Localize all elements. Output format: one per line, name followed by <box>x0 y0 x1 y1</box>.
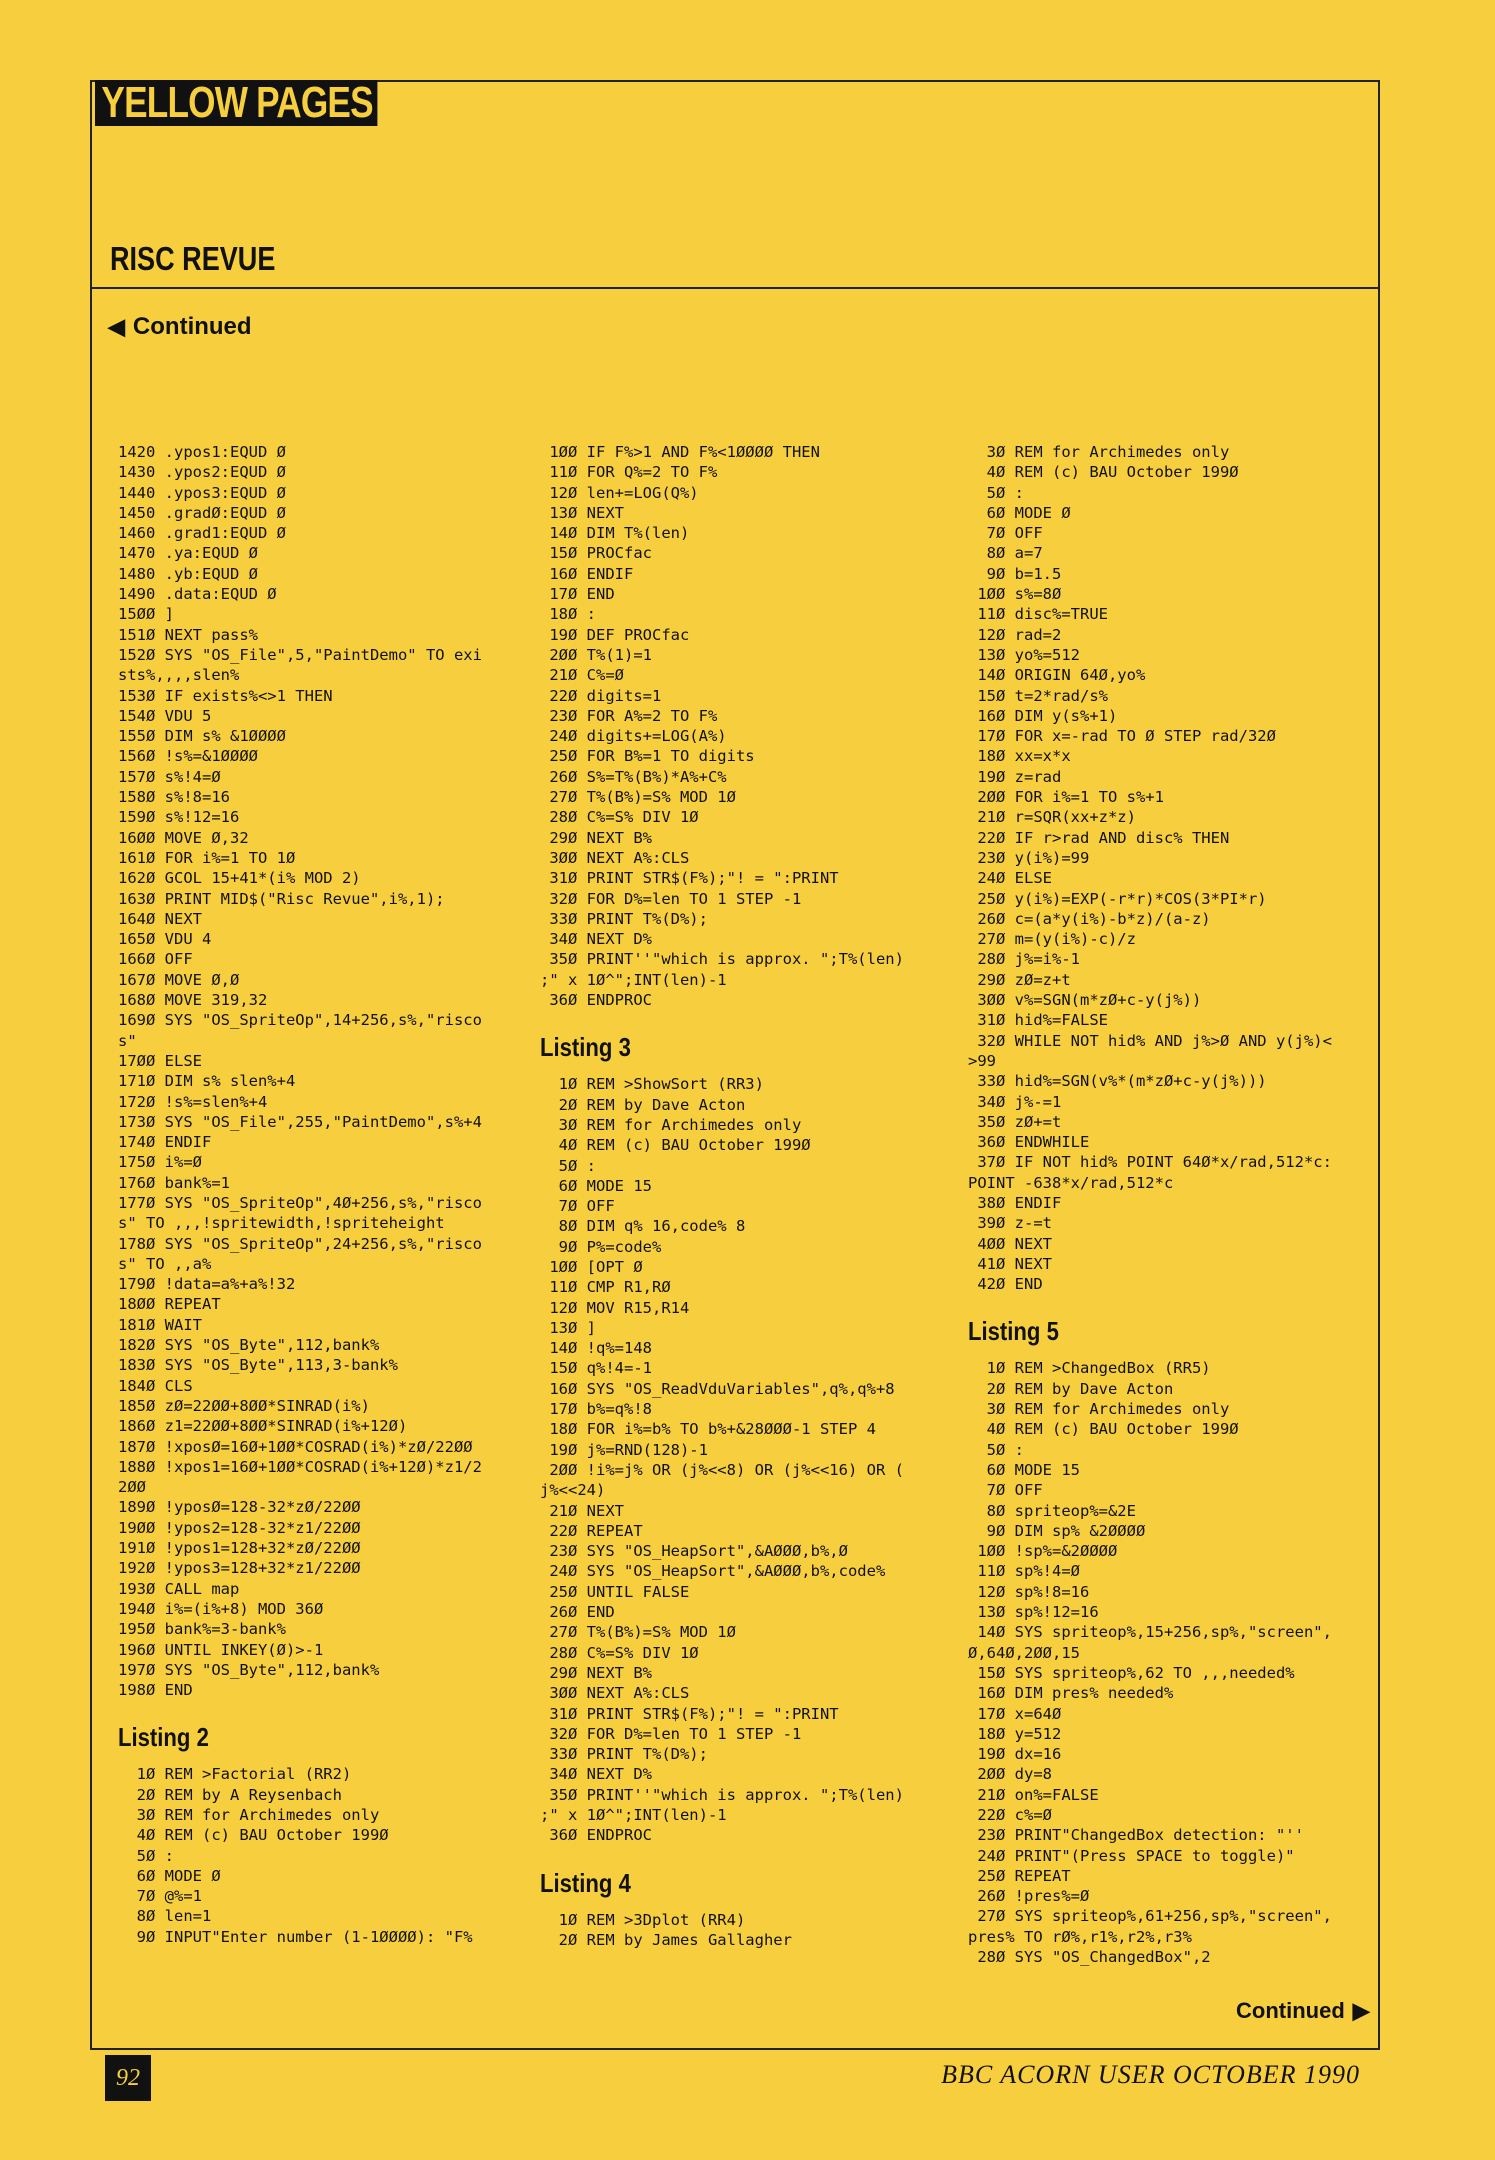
code-line: 24Ø ELSE <box>968 869 1052 888</box>
code-line: 36Ø ENDWHILE <box>968 1133 1090 1152</box>
code-line: 17Ø b%=q%!8 <box>540 1400 652 1419</box>
code-line: 161Ø FOR i%=1 TO 1Ø <box>118 848 296 867</box>
code-line: 189Ø !yposØ=128-32*zØ/22ØØ <box>118 1498 361 1517</box>
code-line: 1460 .grad1:EQUD Ø <box>118 524 286 543</box>
code-line: 5Ø : <box>540 1156 596 1175</box>
code-line: 6Ø MODE Ø <box>118 1866 221 1885</box>
continued-label: Continued <box>132 313 252 340</box>
listing-heading: Listing 4 <box>540 1867 631 1898</box>
code-line: 28Ø j%=i%-1 <box>968 950 1080 969</box>
code-line: 24Ø SYS "OS_HeapSort",&AØØØ,b%,code% <box>540 1562 886 1581</box>
code-line: 27Ø T%(B%)=S% MOD 1Ø <box>540 1623 736 1642</box>
code-line: 1440 .ypos3:EQUD Ø <box>118 483 286 502</box>
code-line: 1ØØ s%=8Ø <box>968 585 1062 604</box>
code-line: 11Ø sp%!4=Ø <box>968 1562 1080 1581</box>
code-line: 9Ø DIM sp% &2ØØØØ <box>968 1521 1146 1540</box>
code-line: 26Ø S%=T%(B%)*A%+C% <box>540 767 727 786</box>
code-line: 37Ø IF NOT hid% POINT 64Ø*x/rad,512*c: <box>968 1153 1332 1172</box>
code-line: 14Ø DIM T%(len) <box>540 524 690 543</box>
code-line: 32Ø WHILE NOT hid% AND j%>Ø AND y(j%)< <box>968 1031 1332 1050</box>
code-line: 26Ø c=(a*y(i%)-b*z)/(a-z) <box>968 909 1211 928</box>
code-line: 13Ø ] <box>540 1318 596 1337</box>
code-line: 25Ø UNTIL FALSE <box>540 1582 690 1601</box>
code-line: 197Ø SYS "OS_Byte",112,bank% <box>118 1660 380 1679</box>
code-line: 192Ø !ypos3=128+32*z1/22ØØ <box>118 1559 361 1578</box>
continued-from-marker <box>108 313 252 341</box>
code-line: 152Ø SYS "OS_File",5,"PaintDemo" TO exi <box>118 645 482 664</box>
code-line: 17ØØ ELSE <box>118 1051 202 1070</box>
code-line: 26Ø END <box>540 1603 615 1622</box>
code-line: 15Ø t=2*rad/s% <box>968 686 1108 705</box>
code-line: 11Ø FOR Q%=2 TO F% <box>540 463 718 482</box>
magazine-issue: BBC ACORN USER OCTOBER 1990 <box>941 2060 1360 2089</box>
code-line: 179Ø !data=a%+a%!32 <box>118 1275 296 1294</box>
code-line: 169Ø SYS "OS_SpriteOp",14+256,s%,"risco <box>118 1011 482 1030</box>
code-line: 35Ø PRINT''"which is approx. ";T%(len) <box>540 1785 904 1804</box>
code-line: j%<<24) <box>540 1481 606 1500</box>
code-line: 8Ø len=1 <box>118 1907 212 1926</box>
code-line: 28Ø C%=S% DIV 1Ø <box>540 1643 699 1662</box>
code-line: 22Ø REPEAT <box>540 1521 643 1540</box>
code-line: 195Ø bank%=3-bank% <box>118 1620 286 1639</box>
code-line: 3ØØ NEXT A%:CLS <box>540 848 690 867</box>
code-line: 14Ø ORIGIN 64Ø,yo% <box>968 666 1146 685</box>
code-line: 7Ø OFF <box>540 1197 615 1216</box>
code-line: 35Ø zØ+=t <box>968 1112 1062 1131</box>
code-line: 42Ø END <box>968 1275 1043 1294</box>
page-number: 92 <box>105 2055 151 2101</box>
code-line: 29Ø NEXT B% <box>540 1663 652 1682</box>
code-line: 16Ø DIM y(s%+1) <box>968 706 1118 725</box>
code-line: 27Ø SYS spriteop%,61+256,sp%,"screen", <box>968 1907 1332 1926</box>
code-line: 1450 .gradØ:EQUD Ø <box>118 503 286 522</box>
code-line: 34Ø j%-=1 <box>968 1092 1062 1111</box>
code-line: 22Ø c%=Ø <box>968 1806 1052 1824</box>
code-line: 8Ø a=7 <box>968 544 1043 563</box>
code-line: 1470 .ya:EQUD Ø <box>118 544 258 563</box>
code-line: 4Ø REM (c) BAU October 199Ø <box>118 1826 389 1845</box>
listing-heading: Listing 3 <box>540 1032 631 1063</box>
code-line: 33Ø PRINT T%(D%); <box>540 1745 708 1764</box>
code-line: 13Ø sp%!12=16 <box>968 1603 1099 1622</box>
code-line: 18ØØ REPEAT <box>118 1295 221 1314</box>
code-line: 178Ø SYS "OS_SpriteOp",24+256,s%,"risco <box>118 1234 482 1253</box>
code-line: 24Ø PRINT"(Press SPACE to toggle)" <box>968 1846 1295 1865</box>
code-line: 19Ø DEF PROCfac <box>540 625 690 644</box>
code-line: POINT -638*x/rad,512*c <box>968 1173 1174 1192</box>
code-line: ;" x 1Ø^";INT(len)-1 <box>540 970 727 989</box>
code-line: 36Ø ENDPROC <box>540 991 652 1010</box>
code-line: 182Ø SYS "OS_Byte",112,bank% <box>118 1336 380 1355</box>
code-line: 41Ø NEXT <box>968 1254 1052 1273</box>
code-line: 4Ø REM (c) BAU October 199Ø <box>540 1136 811 1155</box>
code-line: 15ØØ ] <box>118 605 174 624</box>
code-line: 8Ø DIM q% 16,code% 8 <box>540 1217 746 1236</box>
code-line: ;" x 1Ø^";INT(len)-1 <box>540 1806 727 1824</box>
code-line: 13Ø NEXT <box>540 503 624 522</box>
code-line: 21Ø C%=Ø <box>540 666 624 685</box>
code-line: 2Ø REM by Dave Acton <box>540 1095 746 1114</box>
code-line: 151Ø NEXT pass% <box>118 625 258 644</box>
code-line: 155Ø DIM s% &1ØØØØ <box>118 727 286 746</box>
code-line: 19ØØ !ypos2=128-32*z1/22ØØ <box>118 1518 361 1537</box>
code-line: 9Ø P%=code% <box>540 1237 662 1256</box>
code-line: 157Ø s%!4=Ø <box>118 767 221 786</box>
section-title: RISC REVUE <box>110 240 276 277</box>
code-line: 16Ø DIM pres% needed% <box>968 1684 1174 1703</box>
code-line: 21Ø r=SQR(xx+z*z) <box>968 808 1136 827</box>
code-line: 31Ø PRINT STR$(F%);"! = ":PRINT <box>540 1704 839 1723</box>
code-line: 6Ø MODE 15 <box>968 1460 1080 1479</box>
code-line: 166Ø OFF <box>118 950 193 969</box>
code-line: 162Ø GCOL 15+41*(i% MOD 2) <box>118 869 361 888</box>
code-line: 38Ø ENDIF <box>968 1193 1062 1212</box>
listing-heading: Listing 2 <box>118 1722 209 1753</box>
code-line: 33Ø PRINT T%(D%); <box>540 909 708 928</box>
code-line: 181Ø WAIT <box>118 1315 202 1334</box>
code-line: 14Ø !q%=148 <box>540 1339 652 1358</box>
code-line: 174Ø ENDIF <box>118 1133 212 1152</box>
code-line: 17Ø FOR x=-rad TO Ø STEP rad/32Ø <box>968 727 1276 746</box>
code-line: 1Ø REM >3Dplot (RR4) <box>540 1910 746 1929</box>
left-triangle-icon: ◀ <box>108 314 125 339</box>
code-line: >99 <box>968 1051 996 1070</box>
code-line: 154Ø VDU 5 <box>118 706 212 725</box>
code-line: 3Ø REM for Archimedes only <box>968 1400 1230 1419</box>
listing-column-3 <box>968 442 1332 1967</box>
code-line: sts%,,,,slen% <box>118 666 240 685</box>
code-line: 21Ø on%=FALSE <box>968 1785 1099 1804</box>
code-line: 172Ø !s%=slen%+4 <box>118 1092 268 1111</box>
code-line: 23Ø y(i%)=99 <box>968 848 1090 867</box>
code-line: 175Ø i%=Ø <box>118 1153 202 1172</box>
code-line: 164Ø NEXT <box>118 909 202 928</box>
code-line: 15Ø PROCfac <box>540 544 652 563</box>
code-line: 7Ø OFF <box>968 1481 1043 1500</box>
code-line: 165Ø VDU 4 <box>118 930 212 949</box>
code-line: 4ØØ NEXT <box>968 1234 1052 1253</box>
code-line: 158Ø s%!8=16 <box>118 788 230 807</box>
code-line: 12Ø len+=LOG(Q%) <box>540 483 699 502</box>
code-line: Ø,64Ø,2ØØ,15 <box>968 1643 1080 1662</box>
code-line: 5Ø : <box>118 1846 174 1865</box>
code-line: 8Ø spriteop%=&2E <box>968 1501 1136 1520</box>
code-line: 2Ø REM by A Reysenbach <box>118 1785 342 1804</box>
code-line: 1430 .ypos2:EQUD Ø <box>118 463 286 482</box>
code-line: 32Ø FOR D%=len TO 1 STEP -1 <box>540 1724 802 1743</box>
code-line: 23Ø PRINT"ChangedBox detection: "'' <box>968 1826 1304 1845</box>
code-line: 12Ø MOV R15,R14 <box>540 1298 690 1317</box>
code-line: 29Ø NEXT B% <box>540 828 652 847</box>
code-line: 19Ø j%=RND(128)-1 <box>540 1440 708 1459</box>
code-line: 1490 .data:EQUD Ø <box>118 585 277 604</box>
code-line: 35Ø PRINT''"which is approx. ";T%(len) <box>540 950 904 969</box>
code-line: 11Ø CMP R1,RØ <box>540 1278 671 1297</box>
code-line: 16Ø SYS "OS_ReadVduVariables",q%,q%+8 <box>540 1379 895 1398</box>
code-line: 18Ø xx=x*x <box>968 747 1071 766</box>
code-line: 193Ø CALL map <box>118 1579 240 1598</box>
code-line: 5Ø : <box>968 483 1024 502</box>
code-line: 18Ø : <box>540 605 596 624</box>
listing-column-1 <box>118 442 482 1947</box>
code-line: 39Ø z-=t <box>968 1214 1052 1233</box>
code-line: 198Ø END <box>118 1681 193 1700</box>
header-divider <box>92 287 1379 289</box>
code-line: 163Ø PRINT MID$("Risc Revue",i%,1); <box>118 889 445 908</box>
code-line: 173Ø SYS "OS_File",255,"PaintDemo",s%+4 <box>118 1112 482 1131</box>
code-line: 186Ø z1=22ØØ+8ØØ*SINRAD(i%+12Ø) <box>118 1417 408 1436</box>
code-line: 2Ø REM by James Gallagher <box>540 1930 792 1949</box>
code-line: 185Ø zØ=22ØØ+8ØØ*SINRAD(i%) <box>118 1396 370 1415</box>
continued-label: Continued <box>1236 1998 1345 2023</box>
code-line: 36Ø ENDPROC <box>540 1826 652 1845</box>
code-line: 2ØØ T%(1)=1 <box>540 645 652 664</box>
code-line: 17Ø x=64Ø <box>968 1704 1062 1723</box>
code-line: 156Ø !s%=&1ØØØØ <box>118 747 258 766</box>
code-line: 1Ø REM >ShowSort (RR3) <box>540 1075 764 1094</box>
code-line: 17Ø END <box>540 585 615 604</box>
code-line: 3Ø REM for Archimedes only <box>118 1806 380 1824</box>
code-line: 25Ø REPEAT <box>968 1866 1071 1885</box>
code-line: 28Ø SYS "OS_ChangedBox",2 <box>968 1948 1211 1967</box>
code-line: 22Ø IF r>rad AND disc% THEN <box>968 828 1230 847</box>
code-line: 7Ø @%=1 <box>118 1887 202 1906</box>
code-line: 187Ø !xposØ=16Ø+1ØØ*COSRAD(i%)*zØ/22ØØ <box>118 1437 473 1456</box>
code-line: 11Ø disc%=TRUE <box>968 605 1108 624</box>
code-line: 32Ø FOR D%=len TO 1 STEP -1 <box>540 889 802 908</box>
code-line: 15Ø q%!4=-1 <box>540 1359 652 1378</box>
code-line: 9Ø INPUT"Enter number (1-1ØØØØ): "F% <box>118 1927 473 1946</box>
code-line: 31Ø hid%=FALSE <box>968 1011 1108 1030</box>
code-line: 2Ø REM by Dave Acton <box>968 1379 1174 1398</box>
code-line: 29Ø zØ=z+t <box>968 970 1071 989</box>
code-line: 159Ø s%!12=16 <box>118 808 240 827</box>
code-line: 19Ø dx=16 <box>968 1745 1062 1764</box>
code-line: 25Ø FOR B%=1 TO digits <box>540 747 755 766</box>
code-line: 194Ø i%=(i%+8) MOD 36Ø <box>118 1599 324 1618</box>
code-line: 2ØØ !i%=j% OR (j%<<8) OR (j%<<16) OR ( <box>540 1460 904 1479</box>
code-line: 22Ø digits=1 <box>540 686 662 705</box>
code-line: s" TO ,,,!spritewidth,!spriteheight <box>118 1214 445 1233</box>
code-line: s" <box>118 1031 137 1050</box>
continued-to-marker <box>1236 1998 1370 2024</box>
masthead: YELLOW PAGES <box>95 80 378 126</box>
code-line: 3Ø REM for Archimedes only <box>968 443 1230 461</box>
code-line: 191Ø !ypos1=128+32*zØ/22ØØ <box>118 1539 361 1558</box>
code-line: 171Ø DIM s% slen%+4 <box>118 1072 296 1091</box>
code-line: 3Ø REM for Archimedes only <box>540 1115 802 1134</box>
code-line: pres% TO rØ%,r1%,r2%,r3% <box>968 1927 1192 1946</box>
code-line: 1ØØ !sp%=&2ØØØØ <box>968 1542 1118 1561</box>
code-line: 9Ø b=1.5 <box>968 564 1062 583</box>
code-line: 1ØØ [OPT Ø <box>540 1257 643 1276</box>
code-line: 19Ø z=rad <box>968 767 1062 786</box>
code-line: 16Ø ENDIF <box>540 564 634 583</box>
code-line: 6Ø MODE Ø <box>968 503 1071 522</box>
code-line: 6Ø MODE 15 <box>540 1176 652 1195</box>
code-line: 12Ø rad=2 <box>968 625 1062 644</box>
code-line: s" TO ,,a% <box>118 1254 212 1273</box>
code-line: 3ØØ v%=SGN(m*zØ+c-y(j%)) <box>968 991 1202 1010</box>
code-line: 14Ø SYS spriteop%,15+256,sp%,"screen", <box>968 1623 1332 1642</box>
code-line: 24Ø digits+=LOG(A%) <box>540 727 727 746</box>
right-triangle-icon: ▶ <box>1352 1998 1370 2023</box>
code-line: 15Ø SYS spriteop%,62 TO ,,,needed% <box>968 1663 1295 1682</box>
code-line: 13Ø yo%=512 <box>968 645 1080 664</box>
code-line: 188Ø !xpos1=16Ø+1ØØ*COSRAD(i%+12Ø)*z1/2 <box>118 1457 482 1476</box>
code-line: 28Ø C%=S% DIV 1Ø <box>540 808 699 827</box>
code-line: 2ØØ <box>118 1478 146 1497</box>
code-line: 25Ø y(i%)=EXP(-r*r)*COS(3*PI*r) <box>968 889 1267 908</box>
code-line: 34Ø NEXT D% <box>540 1765 652 1784</box>
code-line: 7Ø OFF <box>968 524 1043 543</box>
code-line: 176Ø bank%=1 <box>118 1173 230 1192</box>
code-line: 1420 .ypos1:EQUD Ø <box>118 443 286 461</box>
code-line: 1480 .yb:EQUD Ø <box>118 564 258 583</box>
code-line: 183Ø SYS "OS_Byte",113,3-bank% <box>118 1356 398 1375</box>
code-line: 167Ø MOVE Ø,Ø <box>118 970 240 989</box>
code-line: 1ØØ IF F%>1 AND F%<1ØØØØ THEN <box>540 443 820 461</box>
code-line: 3ØØ NEXT A%:CLS <box>540 1684 690 1703</box>
code-line: 177Ø SYS "OS_SpriteOp",4Ø+256,s%,"risco <box>118 1193 482 1212</box>
code-line: 26Ø !pres%=Ø <box>968 1887 1090 1906</box>
code-line: 184Ø CLS <box>118 1376 193 1395</box>
code-line: 16ØØ MOVE Ø,32 <box>118 828 249 847</box>
code-line: 23Ø SYS "OS_HeapSort",&AØØØ,b%,Ø <box>540 1542 848 1561</box>
code-line: 2ØØ dy=8 <box>968 1765 1052 1784</box>
code-line: 196Ø UNTIL INKEY(Ø)>-1 <box>118 1640 324 1659</box>
listing-column-2 <box>540 442 904 1950</box>
code-line: 34Ø NEXT D% <box>540 930 652 949</box>
code-line: 4Ø REM (c) BAU October 199Ø <box>968 463 1239 482</box>
code-line: 18Ø y=512 <box>968 1724 1062 1743</box>
code-line: 27Ø T%(B%)=S% MOD 1Ø <box>540 788 736 807</box>
code-line: 23Ø FOR A%=2 TO F% <box>540 706 718 725</box>
code-line: 1Ø REM >Factorial (RR2) <box>118 1765 352 1784</box>
code-line: 168Ø MOVE 319,32 <box>118 991 268 1010</box>
code-line: 12Ø sp%!8=16 <box>968 1582 1090 1601</box>
code-line: 18Ø FOR i%=b% TO b%+&28ØØØ-1 STEP 4 <box>540 1420 876 1439</box>
code-line: 4Ø REM (c) BAU October 199Ø <box>968 1420 1239 1439</box>
code-line: 5Ø : <box>968 1440 1024 1459</box>
code-line: 153Ø IF exists%<>1 THEN <box>118 686 333 705</box>
code-line: 33Ø hid%=SGN(v%*(m*zØ+c-y(j%))) <box>968 1072 1267 1091</box>
code-line: 1Ø REM >ChangedBox (RR5) <box>968 1359 1211 1378</box>
code-line: 27Ø m=(y(i%)-c)/z <box>968 930 1136 949</box>
code-line: 2ØØ FOR i%=1 TO s%+1 <box>968 788 1164 807</box>
code-line: 31Ø PRINT STR$(F%);"! = ":PRINT <box>540 869 839 888</box>
code-line: 21Ø NEXT <box>540 1501 624 1520</box>
listing-heading: Listing 5 <box>968 1316 1059 1347</box>
